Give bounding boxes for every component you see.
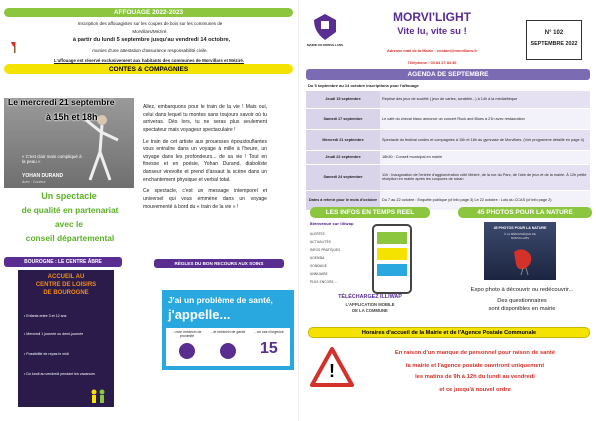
agenda-top: Du 5 septembre au 14 octobre Inscriptions pour l'affouage xyxy=(308,83,419,88)
illiwap-title: LES INFOS EN TEMPS REEL xyxy=(325,209,415,216)
bird-image xyxy=(508,244,538,276)
agenda-row xyxy=(306,150,590,164)
horaires-line-1: En raison d'un manque de personnel pour raison de santé xyxy=(394,350,556,356)
menu-item: PLUS ENCORE... xyxy=(310,280,337,284)
tagline-3: avec le xyxy=(55,219,83,229)
agenda-row xyxy=(306,164,590,190)
illiwap-app-header: Bienvenue sur Illiwap xyxy=(310,222,354,226)
children-icon xyxy=(88,388,108,404)
agenda-text: Spectacle du festival contes et compagnies à 15h et 18h au gymnase de Morvillars. (Voir programme détaillé en page 4) xyxy=(380,129,590,150)
illiwap-menu xyxy=(310,230,362,286)
poster-name: YOHAN DURAND xyxy=(22,173,64,179)
axe-icon xyxy=(8,40,22,54)
warning-icon xyxy=(310,347,354,387)
affouage-insurance: munies d'une attestation d'assurance responsabilité civile. xyxy=(92,48,208,53)
phone-mockup xyxy=(372,224,412,294)
affouage-banner xyxy=(4,8,293,17)
page-divider xyxy=(298,0,299,421)
bourogne-p-title-3: DE BOUROGNE xyxy=(43,290,89,296)
contes-paragraph-1: Allez, embarquons pour le train de la vie ! Mais oui, celui dans lequel tu montes sans toujours savoir où tu arriveras. Dès lors, tu ne seras plus seulement spectateur mais voyageur spectaculaire ! xyxy=(143,104,267,133)
phone-screen-tile xyxy=(377,264,407,276)
photos-caption-3: sont disponibles en mairie xyxy=(488,306,556,312)
bourogne-info-2: • Mercredi 1 journée ou demi-journée xyxy=(24,332,84,336)
soins-title: RÈGLES DU BON RECOURS AUX SOINS xyxy=(174,261,264,266)
agenda-banner xyxy=(306,69,590,80)
agenda-text: Le café du cheval blanc annonce un concert Rock and Blues à 21h avec restauration xyxy=(380,108,590,129)
contact-email: Adresse mail de la Mairie : contact@morvillars.fr xyxy=(386,48,478,53)
agenda-day: Mercredi 21 septembre xyxy=(306,129,380,150)
horaires-line-2: la mairie et l'agence postale ouvriront uniquement xyxy=(405,363,545,369)
agenda-text: Du 7 au 22 octobre : Enquête publique (cf info page 3) Le 22 octobre : Loto du CCAS (cf info page 2) xyxy=(380,190,590,210)
contes-hours: à 15h et 18h xyxy=(46,112,98,122)
contact-phone: Téléphone : 03 84 27 83 36 xyxy=(407,60,457,65)
contes-title: CONTES & COMPAGNIES xyxy=(108,65,189,73)
soins-choices xyxy=(166,328,290,366)
agenda-text: Reprise des jeux de société ( jeux de cartes, scrabble...) à 14h à la médiathèque xyxy=(380,91,590,108)
agenda-row xyxy=(306,108,590,129)
bourogne-p-title-2: CENTRE DE LOISIRS xyxy=(35,282,97,288)
photos-caption-1: Expo photo à découvrir ou redécouvrir... xyxy=(470,287,574,293)
right-page xyxy=(300,0,596,421)
warning-glyph: ! xyxy=(329,361,335,381)
agenda-day: Jeudi 15 septembre xyxy=(306,91,380,108)
menu-item: SONDAGE xyxy=(310,264,327,268)
illiwap-sub-1: L'APPLICATION MOBILE xyxy=(345,302,395,307)
soins-choice-1: ...mon médecin de proximité xyxy=(172,330,202,338)
photos-title: 45 PHOTOS POUR LA NATURE xyxy=(477,209,573,216)
photos-poster-2: À LA MÉDIATHÈQUE DE xyxy=(504,232,536,236)
agenda-row xyxy=(306,129,590,150)
photos-poster-1: 45 PHOTOS POUR LA NATURE xyxy=(493,226,547,230)
menu-item: INFOS PRATIQUES xyxy=(310,248,341,252)
agenda-text: 18h30 : Conseil municipal en mairie xyxy=(380,150,590,164)
agenda-table-wrap xyxy=(306,91,590,211)
contes-paragraph-3: Ce spectacle, c'est un message intemporel et universel qui vous emmène dans un voyage mouvementé à bord du « train de la vie » ! xyxy=(143,188,267,210)
poster-sub: Avec : Conteur xyxy=(22,180,46,184)
agenda-table xyxy=(306,91,590,211)
menu-item: ACTUALITÉS xyxy=(310,240,331,244)
horaires-line-3: les matins de 9h à 12h du lundi au vendredi xyxy=(415,374,535,380)
agenda-text: 11h : Inauguration de l'entrée d'agglomération côté Méziré, de la rue du Parc, de l'aire de jeux et de la mairie. À 12h petite réception en mairie après les coupures de ruban xyxy=(380,164,590,190)
emergency-number: 15 xyxy=(260,340,278,357)
contes-banner xyxy=(4,64,293,74)
affouage-line2: Morvillars/Méziré. xyxy=(132,29,168,34)
horaires-line-4: et ce jusqu'à nouvel ordre xyxy=(439,387,511,393)
soins-headline-2: j'appelle... xyxy=(168,307,231,322)
left-page xyxy=(0,0,296,421)
soins-choice-3: ...en cas d'urgence xyxy=(254,330,284,334)
contes-date: Le mercredi 21 septembre xyxy=(8,97,115,107)
contes-paragraph-2: Le train de cet artiste aux prouesses époustouflantes vous entraîne dans un voyage à mille à l'heure, un voyage dans les profondeurs... de sa vie ! Tout en finesse et en poésie, Yohan Durand, diaboliste danseur virevolte et prend d'assaut la scène dans un enchantement physique et verbal total. xyxy=(143,138,267,183)
mairie-logo xyxy=(312,12,338,42)
agenda-day: Dates à retenir pour le mois d'octobre xyxy=(306,190,380,210)
contes-text xyxy=(143,104,267,211)
bourogne-info-4: • Du lundi au vendredi pendant les vacances xyxy=(24,372,95,376)
agenda-day: Jeudi 22 septembre xyxy=(306,150,380,164)
photos-caption-2: Des questionnaires xyxy=(497,298,547,304)
agenda-day: Samedi 24 septembre xyxy=(306,164,380,190)
newsletter-title: MORVI'LIGHT xyxy=(393,10,471,24)
illiwap-panel xyxy=(308,220,432,320)
soins-choice-2: ...le médecin de garde xyxy=(210,330,246,334)
menu-item: ANNUAIRE xyxy=(310,272,328,276)
issue-box xyxy=(526,20,582,60)
phone-screen-tile xyxy=(377,232,407,244)
issue-number: N° 102 xyxy=(544,30,564,36)
bourogne-poster xyxy=(18,270,114,407)
menu-item: AGENDA xyxy=(310,256,325,260)
affouage-restriction: L'affouage est réservé exclusivement aux habitants des communes de Morvillars et Méziré. xyxy=(53,58,245,63)
menu-item: ALERTES xyxy=(310,232,325,236)
bourogne-title: BOUROGNE : LE CENTRE ÂBRE xyxy=(24,259,102,265)
agenda-row xyxy=(306,91,590,108)
tagline-1: Un spectacle xyxy=(41,191,97,201)
soins-poster xyxy=(162,290,294,370)
agenda-title: AGENDA DE SEPTEMBRE xyxy=(407,71,489,78)
photos-poster-3: MORVILLARS xyxy=(511,236,529,240)
doctor-icon xyxy=(179,343,195,359)
affouage-dates: à partir du lundi 5 septembre jusqu'au vendredi 14 octobre, xyxy=(72,37,231,43)
bourogne-banner xyxy=(4,257,122,267)
affouage-line1: Inscription des affouagistes sur les coupes de bois sur les communes de xyxy=(77,21,223,26)
photos-poster xyxy=(484,222,556,280)
bourogne-info-3: • Possibilité de repas le midi xyxy=(24,352,69,356)
horaires-banner xyxy=(308,327,590,338)
illiwap-sub-2: DE LA COMMUNE xyxy=(352,308,388,313)
tagline-4: conseil départemental xyxy=(25,233,115,243)
newsletter-subtitle: Vite lu, vite su ! xyxy=(397,26,467,37)
illiwap-banner xyxy=(310,207,430,218)
phone-screen-tile xyxy=(377,248,407,260)
phone-icon xyxy=(220,343,236,359)
issue-date: SEPTEMBRE 2022 xyxy=(530,41,578,47)
photos-banner xyxy=(458,207,592,218)
soins-banner xyxy=(154,259,284,268)
poster-quote: « C'est clair mais compliqué à la peau » xyxy=(22,154,82,164)
tagline-2: de qualité en partenariat xyxy=(21,205,119,215)
affouage-title: AFFOUAGE 2022-2023 xyxy=(113,9,184,16)
logo-caption: MAIRIE DE MORVILLARS xyxy=(306,43,344,47)
horaires-title: Horaires d'accueil de la Mairie et de l'Agence Postale Communale xyxy=(361,329,537,336)
bourogne-info-1: • Enfants entre 3 et 12 ans xyxy=(24,314,67,318)
bourogne-p-title-1: ACCUEIL AU xyxy=(47,274,85,280)
illiwap-download: TÉLÉCHARGEZ ILLIWAP xyxy=(338,294,402,300)
agenda-day: Samedi 17 septembre xyxy=(306,108,380,129)
soins-headline-1: J'ai un problème de santé, xyxy=(168,295,273,305)
